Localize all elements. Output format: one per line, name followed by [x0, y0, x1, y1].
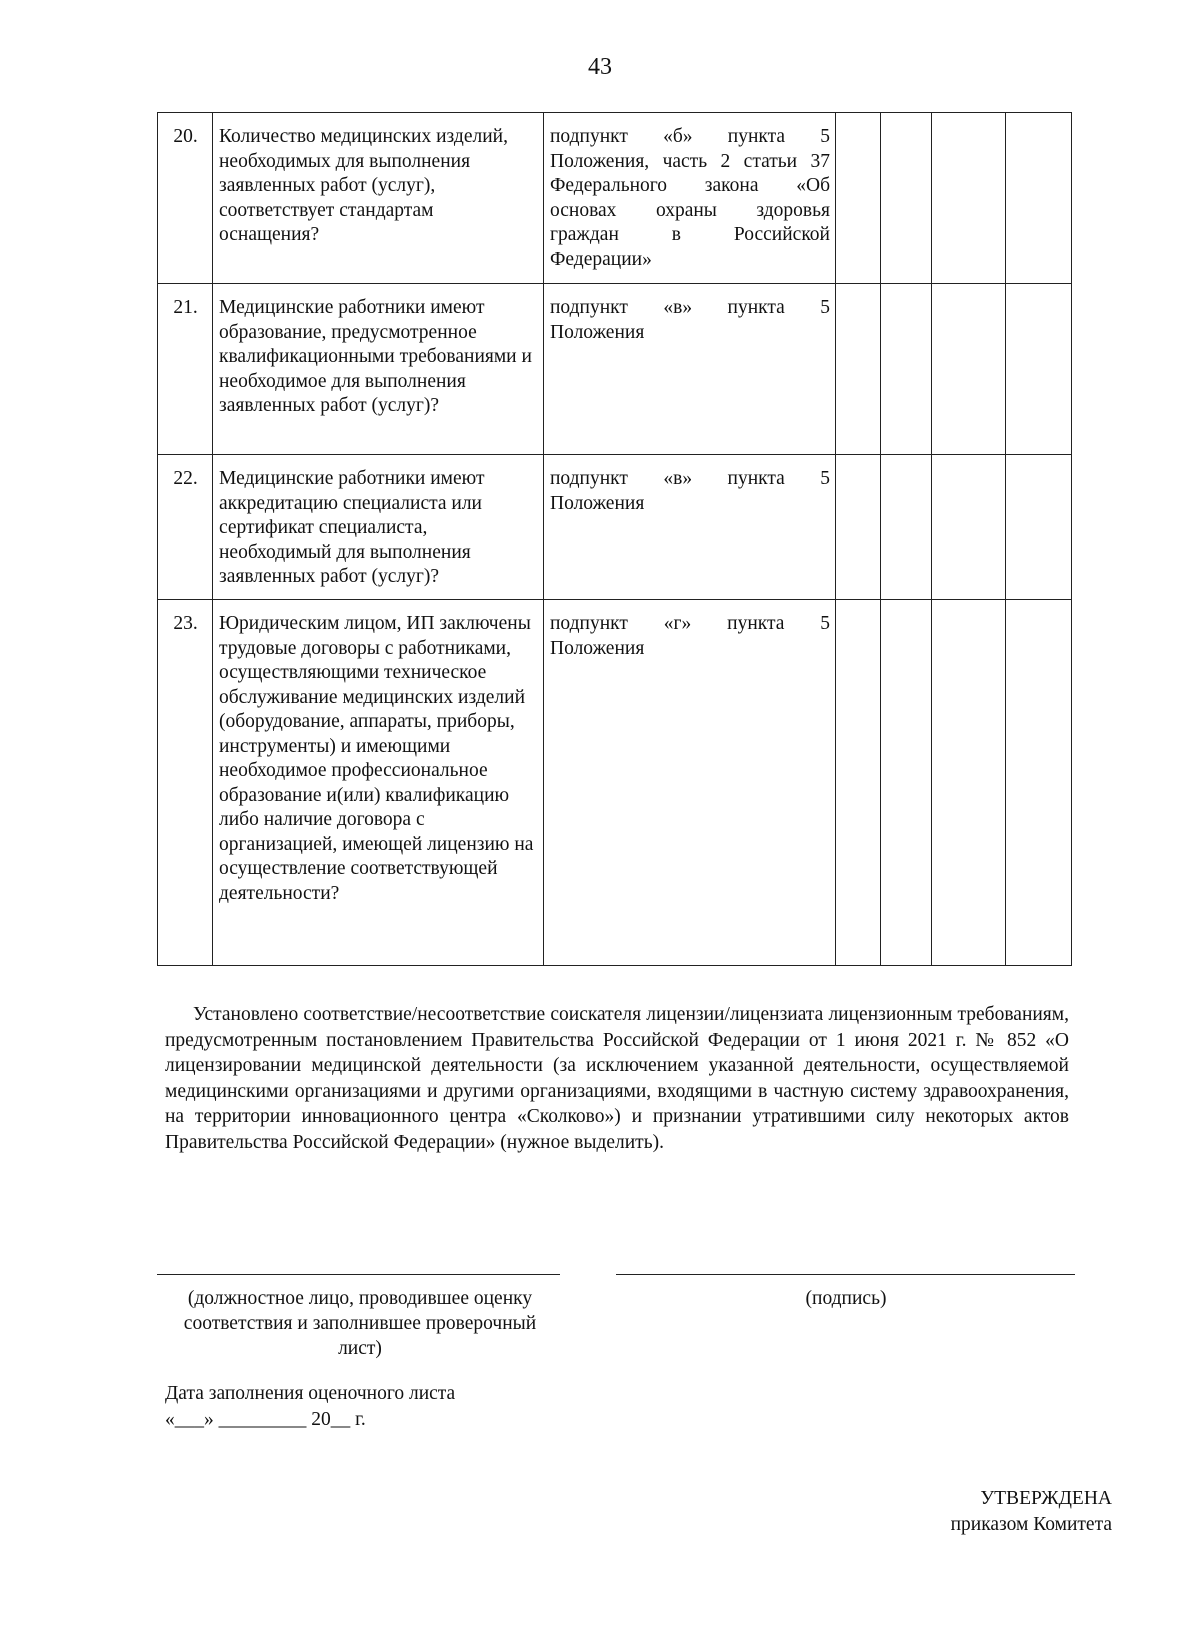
- row-question: Медицинские работники имеют образование, предусмотренное квалификационными требованиями и необходимое для выполнения заявленных работ (услуг)?: [213, 284, 544, 455]
- answer-cell[interactable]: [1006, 600, 1072, 966]
- answer-cell[interactable]: [1006, 455, 1072, 600]
- row-number: 23.: [158, 600, 213, 966]
- answer-cell[interactable]: [836, 600, 881, 966]
- answer-cell[interactable]: [932, 113, 1006, 284]
- row-reference-main: подпункт «в» пункта 5: [550, 297, 830, 318]
- row-number: 21.: [158, 284, 213, 455]
- checklist-table: [157, 112, 1072, 966]
- answer-cell[interactable]: [881, 113, 932, 284]
- table-row: [158, 600, 1072, 966]
- answer-cell[interactable]: [881, 600, 932, 966]
- row-reference-last: Федерации»: [550, 248, 652, 270]
- date-template[interactable]: «___» _________ 20__ г.: [165, 1409, 366, 1430]
- answer-cell[interactable]: [836, 113, 881, 284]
- answer-cell[interactable]: [836, 455, 881, 600]
- answer-cell[interactable]: [1006, 113, 1072, 284]
- row-question: Юридическим лицом, ИП заключены трудовые договоры с работниками, осуществляющими техническое обслуживание медицинских изделий (оборудование, аппараты, приборы, инструменты) и имеющими необходимое профессиональное образование и(или) квалификацию либо наличие договора с организацией, имеющей лицензию на осуществление соответствующей деятельности?: [213, 600, 544, 966]
- signature-caption: (подпись): [805, 1288, 887, 1309]
- answer-cell[interactable]: [836, 284, 881, 455]
- answer-cell[interactable]: [932, 600, 1006, 966]
- row-question: Медицинские работники имеют аккредитацию специалиста или сертификат специалиста, необходимый для выполнения заявленных работ (услуг)?: [213, 455, 544, 600]
- table-row: [158, 113, 1072, 284]
- official-signature-line[interactable]: [157, 1274, 560, 1275]
- date-label: Дата заполнения оценочного листа: [165, 1383, 456, 1404]
- answer-cell[interactable]: [1006, 284, 1072, 455]
- conclusion-paragraph: Установлено соответствие/несоответствие соискателя лицензии/лицензиата лицензионным требованиям, предусмотренным постановлением Правительства Российской Федерации от 1 июня 2021 г. № 852 «О лицензировании медицинской деятельности (за исключением указанной деятельности, осуществляемой медицинскими организациями и другими организациями, входящими в частную систему здравоохранения, на территории инновационного центра «Сколково») и признании утратившими силу некоторых актов Правительства Российской Федерации» (нужное выделить).: [165, 1004, 1069, 1153]
- official-caption: (должностное лицо, проводившее оценку соответствия и заполнившее проверочный лист): [183, 1288, 537, 1359]
- row-question: Количество медицинских изделий, необходимых для выполнения заявленных работ (услуг), соответствует стандартам оснащения?: [213, 113, 544, 284]
- date-block: [165, 1381, 455, 1433]
- approval-block: [951, 1486, 1112, 1538]
- page-number: 43: [588, 54, 612, 80]
- answer-cell[interactable]: [932, 455, 1006, 600]
- row-number: 22.: [158, 455, 213, 600]
- answer-cell[interactable]: [881, 284, 932, 455]
- approval-by: приказом Комитета: [950, 1514, 1112, 1535]
- row-reference: [544, 113, 836, 284]
- row-reference: [544, 284, 836, 455]
- row-reference-main: подпункт «г» пункта 5: [550, 613, 830, 634]
- row-reference: [544, 600, 836, 966]
- row-reference-last: Положения: [550, 321, 645, 343]
- row-reference-last: Положения: [550, 492, 645, 514]
- answer-cell[interactable]: [881, 455, 932, 600]
- row-reference-last: Положения: [550, 637, 645, 659]
- row-number: 20.: [158, 113, 213, 284]
- answer-cell[interactable]: [932, 284, 1006, 455]
- table-row: [158, 284, 1072, 455]
- row-reference-main: подпункт «б» пункта 5 Положения, часть 2 статьи 37 Федерального закона «Об основах охраны здоровья граждан в Российской: [550, 126, 830, 245]
- signature-line[interactable]: [616, 1274, 1075, 1275]
- row-reference-main: подпункт «в» пункта 5: [550, 468, 830, 489]
- row-reference: [544, 455, 836, 600]
- approval-title: УТВЕРЖДЕНА: [980, 1488, 1112, 1509]
- table-row: [158, 455, 1072, 600]
